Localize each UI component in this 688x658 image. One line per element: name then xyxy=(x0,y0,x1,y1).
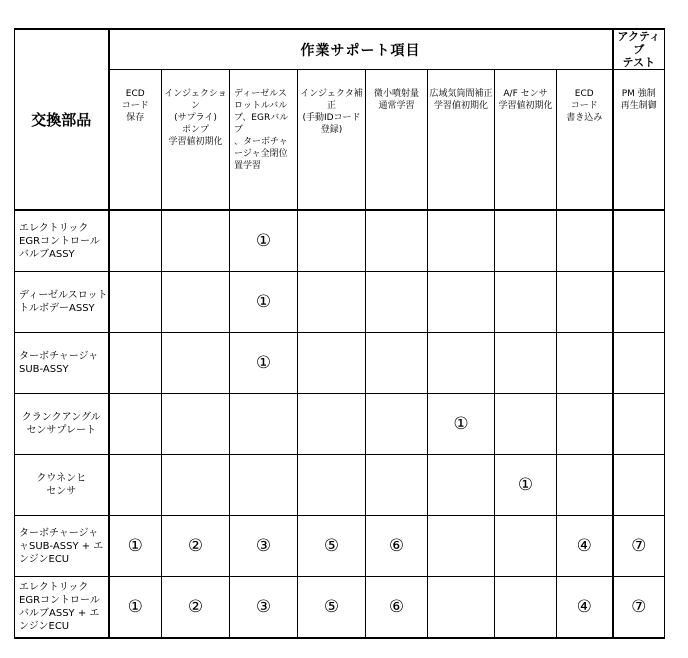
table-cell: ⑦ xyxy=(613,516,665,577)
table-cell xyxy=(109,210,162,272)
table-cell xyxy=(495,394,557,455)
table-cell xyxy=(428,210,495,272)
table-cell: ③ xyxy=(230,577,298,639)
table-cell xyxy=(298,272,366,333)
table-cell: ④ xyxy=(557,516,613,577)
table-row xyxy=(15,272,665,333)
table-cell xyxy=(162,394,230,455)
table-cell xyxy=(613,272,665,333)
col-header-4: 微小噴射量 通常学習 xyxy=(366,70,428,211)
table-row xyxy=(15,333,665,394)
table-cell xyxy=(366,272,428,333)
table-cell: ① xyxy=(230,210,298,272)
col-header-2: ディーゼルス ロットルバル ブ、EGRバルブ 、ターボチャ ージャ全閉位 置学習 xyxy=(230,70,298,211)
table-cell: ① xyxy=(109,577,162,639)
table-row xyxy=(15,455,665,516)
table-row xyxy=(15,577,665,639)
table-cell xyxy=(495,210,557,272)
table-cell xyxy=(495,577,557,639)
table-cell xyxy=(366,210,428,272)
table-cell xyxy=(557,210,613,272)
part-name: ディーゼルスロット トルボデーASSY xyxy=(15,272,109,333)
active-test-header: アクティブ テスト xyxy=(613,29,665,70)
table-cell: ① xyxy=(428,394,495,455)
table-cell xyxy=(162,333,230,394)
table-cell xyxy=(428,333,495,394)
table-cell xyxy=(162,272,230,333)
table-row xyxy=(15,516,665,577)
table-cell xyxy=(428,577,495,639)
part-name: エレクトリック EGRコントロール バルブASSY xyxy=(15,210,109,272)
table-cell xyxy=(557,394,613,455)
table-cell: ① xyxy=(495,455,557,516)
table-cell xyxy=(557,455,613,516)
part-name: ターボチャージャ SUB-ASSY xyxy=(15,333,109,394)
table-cell xyxy=(613,455,665,516)
parts-support-table xyxy=(14,28,665,639)
table-row xyxy=(15,210,665,272)
table-cell xyxy=(557,333,613,394)
table-cell xyxy=(428,272,495,333)
table-cell xyxy=(613,394,665,455)
table-cell xyxy=(298,210,366,272)
group-header: 作業サポート項目 xyxy=(109,29,613,70)
table-cell: ⑥ xyxy=(366,577,428,639)
part-name: ターボチャージャ ャSUB-ASSY + エ ンジンECU xyxy=(15,516,109,577)
col-header-3: インジェクタ補正 (手動IDコード登録) xyxy=(298,70,366,211)
table-cell xyxy=(109,333,162,394)
corner-label: 交換部品 xyxy=(15,29,109,210)
table-cell xyxy=(298,333,366,394)
col-header-7: ECD コード 書き込み xyxy=(557,70,613,211)
table-cell xyxy=(613,210,665,272)
table-cell: ⑤ xyxy=(298,516,366,577)
table-cell xyxy=(366,333,428,394)
table-cell xyxy=(613,333,665,394)
table-cell xyxy=(109,394,162,455)
table-row xyxy=(15,394,665,455)
table-cell xyxy=(495,516,557,577)
col-header-0: ECD コード 保存 xyxy=(109,70,162,211)
table-cell xyxy=(495,333,557,394)
col-header-5: 広域気筒間補正 学習値初期化 xyxy=(428,70,495,211)
table-cell xyxy=(162,210,230,272)
table-cell xyxy=(109,272,162,333)
table-cell xyxy=(366,455,428,516)
table-cell xyxy=(428,455,495,516)
table-cell: ⑤ xyxy=(298,577,366,639)
table-cell xyxy=(162,455,230,516)
col-header-6: A/F センサ 学習値初期化 xyxy=(495,70,557,211)
table-cell xyxy=(298,394,366,455)
col-header-8: PM 強制 再生制御 xyxy=(613,70,665,211)
table-cell xyxy=(298,455,366,516)
part-name: エレクトリック EGRコントロール バルブASSY + エ ンジンECU xyxy=(15,577,109,639)
part-name: クウネンヒ センサ xyxy=(15,455,109,516)
table-cell: ⑥ xyxy=(366,516,428,577)
table-cell: ② xyxy=(162,516,230,577)
table-cell: ⑦ xyxy=(613,577,665,639)
table-cell: ① xyxy=(230,333,298,394)
table-cell xyxy=(366,394,428,455)
table-cell: ④ xyxy=(557,577,613,639)
table-cell xyxy=(428,516,495,577)
table-cell xyxy=(495,272,557,333)
table-cell: ③ xyxy=(230,516,298,577)
part-name: クランクアングル センサプレート xyxy=(15,394,109,455)
table-cell: ② xyxy=(162,577,230,639)
table-cell xyxy=(230,455,298,516)
table-cell: ① xyxy=(230,272,298,333)
col-header-1: インジェクション (サプライ) ポンプ 学習値初期化 xyxy=(162,70,230,211)
table-cell: ① xyxy=(109,516,162,577)
table-cell xyxy=(230,394,298,455)
table-cell xyxy=(557,272,613,333)
table-cell xyxy=(109,455,162,516)
